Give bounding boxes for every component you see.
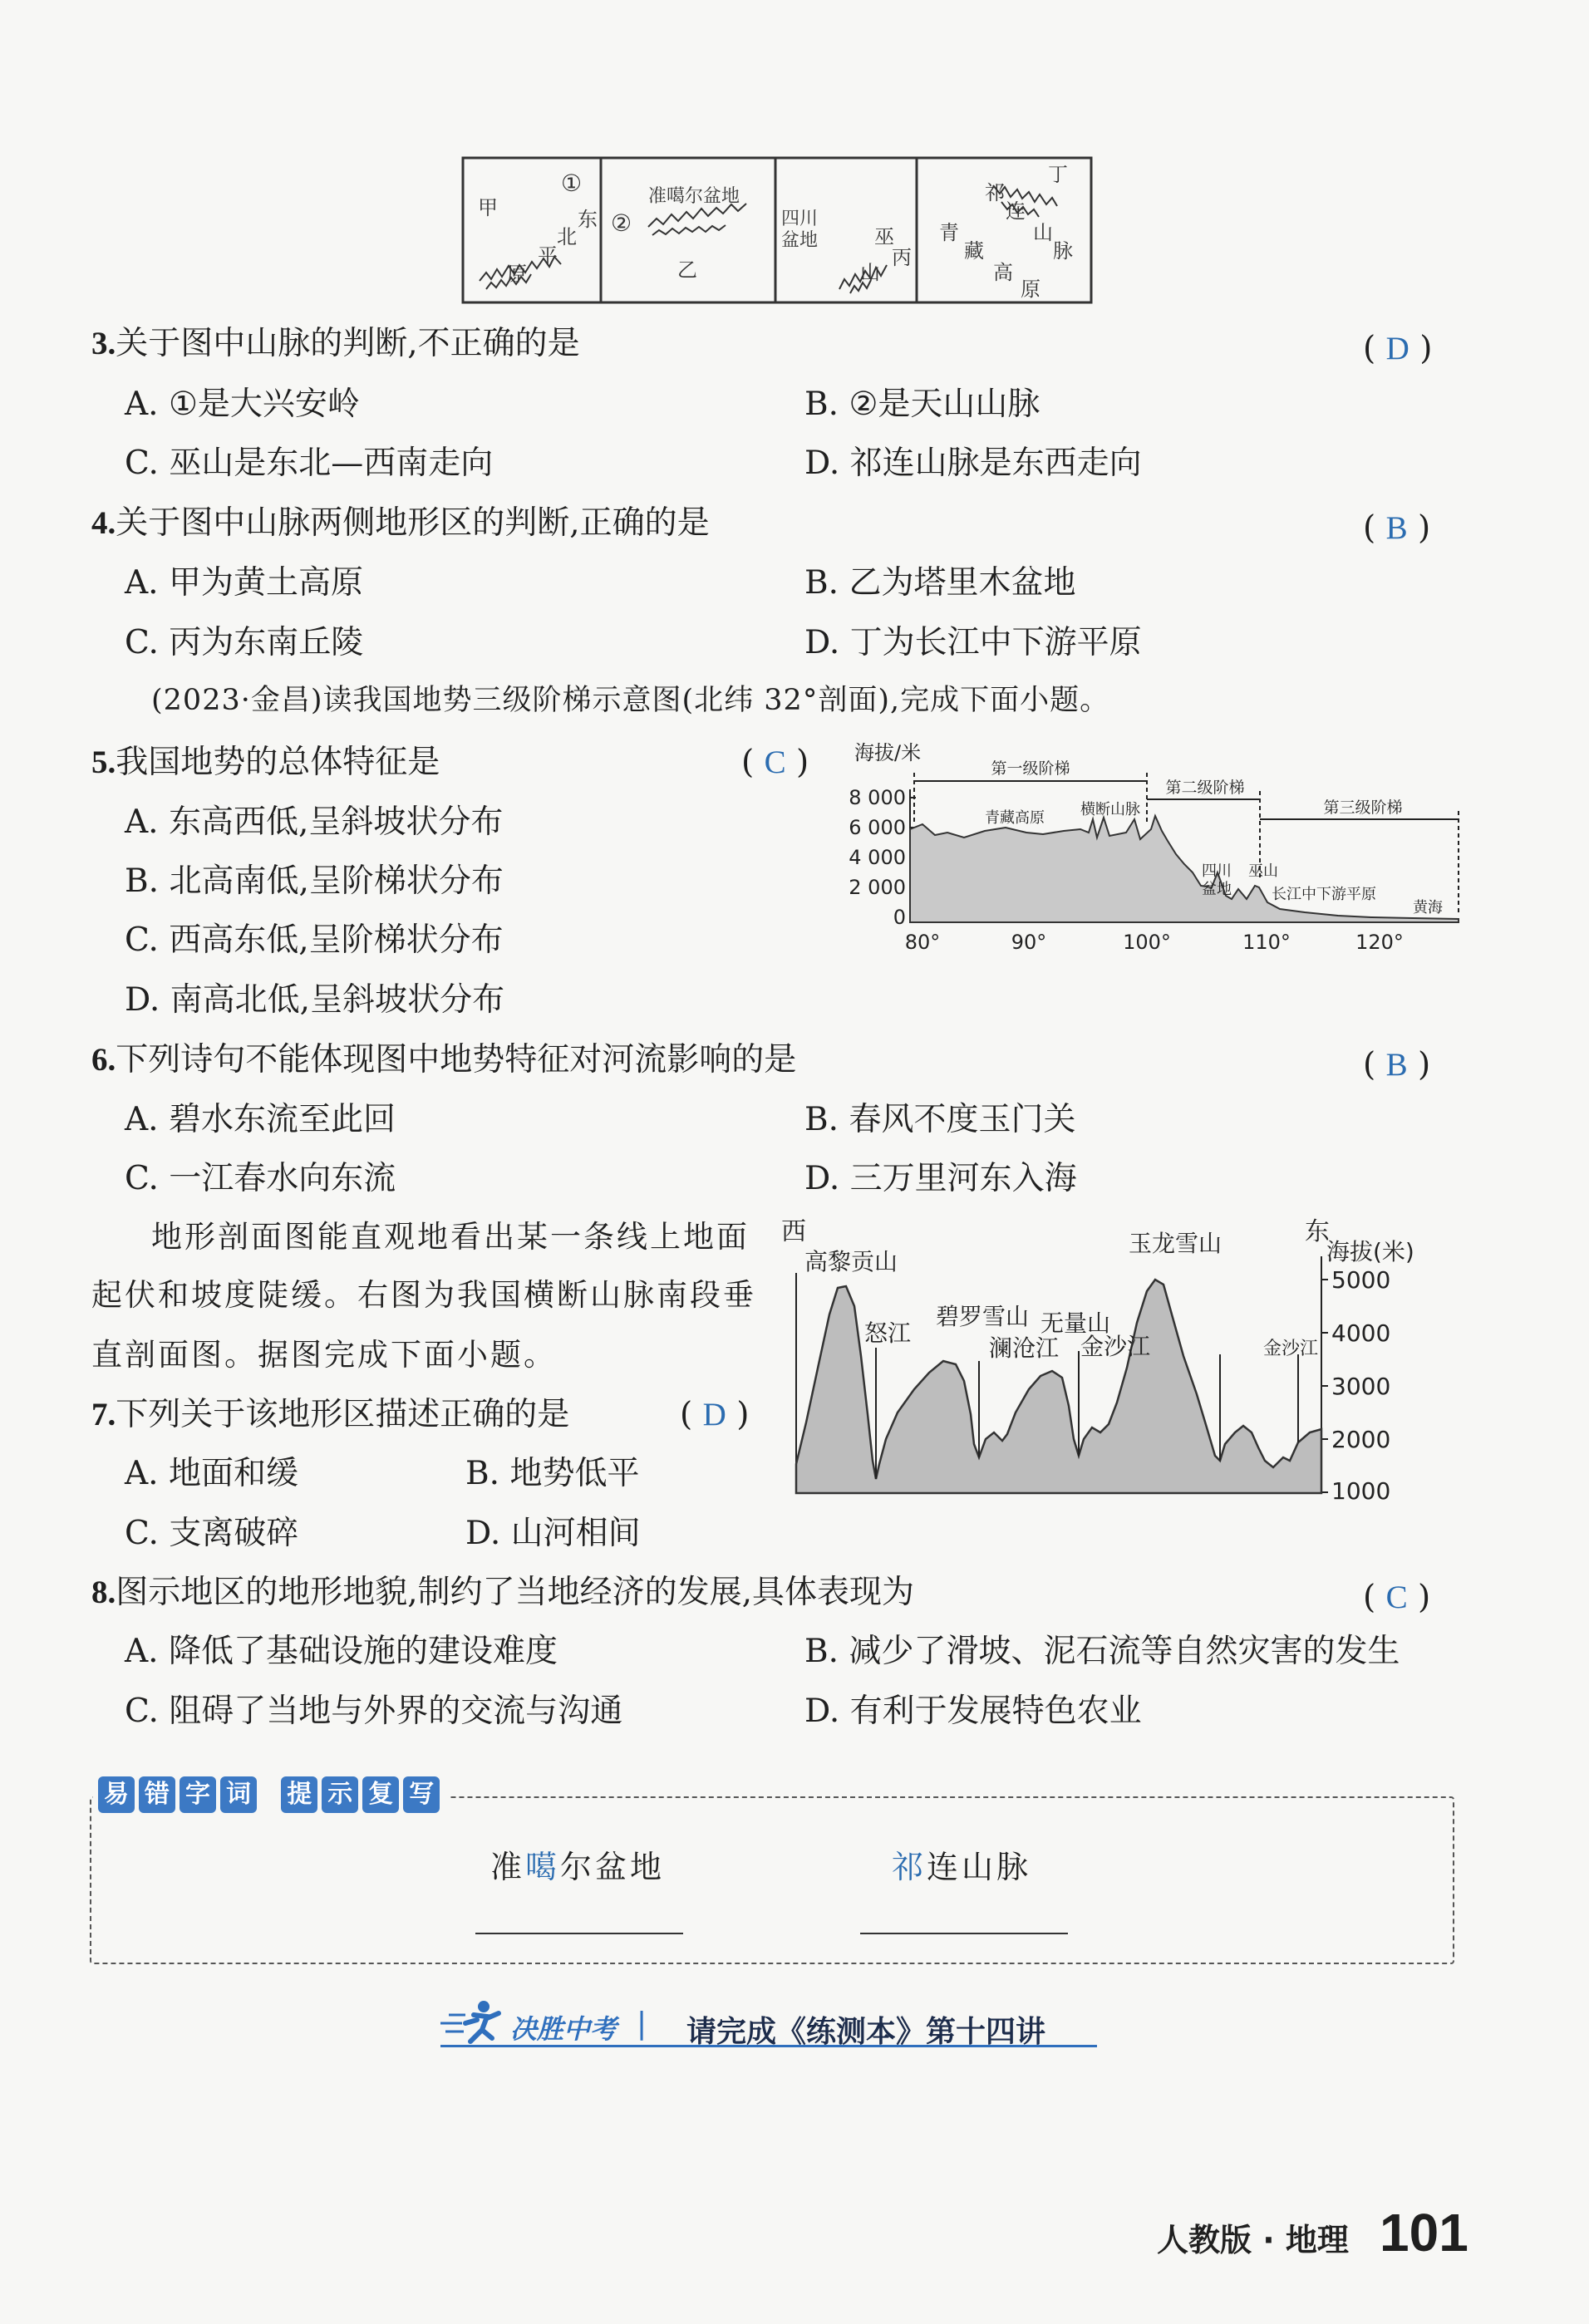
- fig3-ytick: 1000: [1331, 1477, 1391, 1505]
- question-number: 4.: [91, 505, 116, 541]
- fig2-step1: 第一级阶梯: [991, 759, 1070, 778]
- label-yuan4: 原: [1021, 278, 1040, 301]
- fig3-biluo: 碧罗雪山: [936, 1303, 1030, 1330]
- fig2-xtick: 120°: [1355, 931, 1404, 954]
- fig2-sichuan: 四川: [1202, 862, 1232, 880]
- tag-char: 错: [139, 1776, 175, 1813]
- vocab-highlight: 噶: [525, 1849, 561, 1885]
- fig2-step3: 第三级阶梯: [1323, 798, 1403, 817]
- question-number: 7.: [91, 1397, 116, 1432]
- answer-3: ( D ): [1363, 330, 1433, 367]
- answer-8: ( C ): [1363, 1579, 1431, 1616]
- vocab-blank-2[interactable]: [860, 1933, 1068, 1934]
- label-jia: 甲: [478, 196, 498, 219]
- question-4: [91, 504, 710, 542]
- question-3: [91, 327, 580, 360]
- fig2-ytick: 6 000: [849, 816, 906, 839]
- label-sichuan: 四川: [781, 209, 819, 229]
- fig2-xtick: 90°: [1011, 931, 1047, 954]
- question-text: 图示地区的地形地貌,制约了当地经济的发展,具体表现为: [116, 1574, 915, 1611]
- fig2-qinghai-tibet: 青藏高原: [985, 809, 1045, 827]
- fig3-west: 西: [781, 1217, 806, 1246]
- vocab-word-junggar: [490, 1841, 665, 1887]
- answer-7: ( D ): [680, 1396, 750, 1433]
- tag-char: 提: [281, 1776, 317, 1813]
- option-8b: B. 减少了滑坡、泥石流等自然灾害的发生: [804, 1633, 1400, 1670]
- vocab-text: 准: [490, 1849, 526, 1885]
- vocab-tags: [93, 1776, 449, 1813]
- label-dong: 东: [578, 208, 598, 231]
- tag-char: 易: [98, 1776, 135, 1813]
- vocab-text: 尔盆地: [560, 1849, 666, 1885]
- intro-q7-8-line1: 地形剖面图能直观地看出某一条线上地面: [151, 1219, 750, 1255]
- option-4c: C. 丙为东南丘陵: [125, 624, 364, 661]
- answer-6: ( B ): [1363, 1046, 1431, 1083]
- footer-banner: [440, 1998, 1097, 2048]
- question-8: [91, 1576, 914, 1609]
- tag-char: 复: [362, 1776, 399, 1813]
- label-ping: 平: [538, 244, 558, 268]
- option-6a: A. 碧水东流至此回: [125, 1101, 396, 1138]
- question-text: 关于图中山脉的判断,不正确的是: [116, 325, 580, 362]
- fig3-ylabel: 海拔(米): [1326, 1238, 1414, 1265]
- fig2-ytick: 2 000: [849, 876, 906, 899]
- label-junggar: 准噶尔盆地: [648, 186, 740, 207]
- label-yuan: 原: [507, 263, 527, 286]
- fig3-ytick: 5000: [1331, 1266, 1391, 1294]
- vocab-box: [90, 1796, 1454, 1964]
- fig2-xtick: 110°: [1242, 931, 1291, 954]
- question-text: 下列诗句不能体现图中地势特征对河流影响的是: [116, 1041, 797, 1078]
- question-text: 下列关于该地形区描述正确的是: [116, 1396, 570, 1433]
- answer-letter: C: [1385, 1580, 1408, 1615]
- banner-underline: [440, 2045, 1097, 2047]
- option-7c: C. 支离破碎: [125, 1515, 299, 1552]
- intro-q7-8-line2: 起伏和坡度陡缓。右图为我国横断山脉南段垂: [91, 1277, 756, 1313]
- fig2-ytick: 0: [893, 906, 906, 929]
- label-zang: 藏: [964, 239, 984, 263]
- question-number: 3.: [91, 326, 116, 361]
- option-8a: A. 降低了基础设施的建设难度: [125, 1633, 558, 1670]
- terrain-steps-figure: [839, 739, 1471, 964]
- label-wu: 巫: [874, 225, 894, 248]
- banner-text: 请完成《练测本》第十四讲: [686, 2015, 1046, 2049]
- label-circle2: ②: [611, 209, 632, 237]
- answer-5: ( C ): [741, 744, 809, 781]
- fig2-wushan: 巫山: [1248, 862, 1278, 880]
- edition-label: 人教版 · 地理: [1157, 2222, 1349, 2258]
- question-6: [91, 1041, 797, 1078]
- vocab-word-qilian: [892, 1841, 1031, 1887]
- option-6b: B. 春风不度玉门关: [804, 1101, 1076, 1138]
- answer-letter: C: [764, 744, 786, 780]
- label-circle1: ①: [561, 170, 583, 197]
- tag-char: 词: [220, 1776, 257, 1813]
- fig3-east: 东: [1305, 1217, 1330, 1246]
- option-3a: A. ①是大兴安岭: [125, 386, 360, 423]
- label-gao: 高: [993, 261, 1013, 284]
- fig3-ytick: 4000: [1331, 1319, 1391, 1347]
- hengduan-profile-figure: [781, 1215, 1471, 1514]
- vocab-text: 连山脉: [927, 1849, 1032, 1885]
- option-5d: D. 南高北低,呈斜坡状分布: [125, 981, 505, 1019]
- label-mai: 脉: [1053, 239, 1073, 263]
- label-yi: 乙: [677, 258, 697, 282]
- fig2-xtick: 100°: [1123, 931, 1171, 954]
- fig2-yangtze-plain: 长江中下游平原: [1272, 886, 1376, 903]
- fig2-xtick: 80°: [904, 931, 941, 954]
- fig2-step2: 第二级阶梯: [1165, 779, 1245, 797]
- intro-q7-8-line3: 直剖面图。据图完成下面小题。: [91, 1337, 557, 1373]
- option-7b: B. 地势低平: [465, 1455, 640, 1492]
- fig3-wuliang: 无量山: [1040, 1309, 1111, 1337]
- option-7d: D. 山河相间: [465, 1515, 641, 1552]
- option-5a: A. 东高西低,呈斜坡状分布: [125, 803, 504, 841]
- option-7a: A. 地面和缓: [125, 1455, 298, 1492]
- option-3d: D. 祁连山脉是东西走向: [804, 445, 1142, 482]
- question-number: 6.: [91, 1042, 116, 1078]
- option-5b: B. 北高南低,呈阶梯状分布: [125, 862, 504, 900]
- vocab-blank-1[interactable]: [475, 1933, 683, 1934]
- fig3-lancang: 澜沧江: [989, 1334, 1060, 1362]
- option-3b: B. ②是天山山脉: [804, 386, 1040, 423]
- label-qi: 祁: [985, 181, 1005, 204]
- fig3-ytick: 3000: [1331, 1373, 1391, 1400]
- banner-logo: 决胜中考: [510, 2013, 617, 2045]
- label-bing: 丙: [892, 246, 912, 269]
- fig3-jinsha1: 金沙江: [1080, 1333, 1151, 1360]
- fig2-ytick: 4 000: [849, 846, 906, 869]
- answer-letter: D: [1385, 331, 1409, 366]
- vocab-highlight: 祁: [892, 1849, 927, 1885]
- label-ding: 丁: [1048, 163, 1068, 186]
- tag-char: 示: [322, 1776, 358, 1813]
- option-4b: B. 乙为塔里木盆地: [804, 564, 1076, 602]
- answer-letter: B: [1385, 1047, 1408, 1083]
- fig3-jinsha2: 金沙江: [1263, 1339, 1319, 1359]
- fig3-yulong: 玉龙雪山: [1129, 1230, 1222, 1257]
- label-lian: 连: [1006, 199, 1026, 223]
- option-4d: D. 丁为长江中下游平原: [804, 624, 1142, 661]
- fig3-gaoligong: 高黎贡山: [804, 1248, 898, 1275]
- option-4a: A. 甲为黄土高原: [125, 564, 363, 602]
- fig2-ylabel: 海拔/米: [854, 741, 922, 764]
- option-6d: D. 三万里河东入海: [804, 1160, 1077, 1197]
- label-qing: 青: [939, 221, 959, 244]
- label-shan: 山: [860, 261, 880, 284]
- option-3c: C. 巫山是东北—西南走向: [125, 445, 494, 482]
- question-number: 8.: [91, 1575, 116, 1610]
- banner-separator: |: [637, 2007, 647, 2041]
- page-number: 101: [1380, 2203, 1468, 2263]
- fig2-hengduan: 横断山脉: [1080, 801, 1140, 818]
- option-8c: C. 阻碍了当地与外界的交流与沟通: [125, 1693, 623, 1730]
- label-bei: 北: [557, 225, 577, 248]
- question-text: 我国地势的总体特征是: [116, 744, 440, 781]
- answer-letter: B: [1385, 510, 1408, 546]
- label-pendi: 盆地: [781, 230, 819, 251]
- option-8d: D. 有利于发展特色农业: [804, 1693, 1142, 1730]
- answer-4: ( B ): [1363, 509, 1431, 547]
- tag-char: 写: [403, 1776, 440, 1813]
- fig3-ytick: 2000: [1331, 1426, 1391, 1453]
- question-5: [91, 746, 440, 779]
- intro-q5-6: (2023·金昌)读我国地势三级阶梯示意图(北纬 32°剖面),完成下面小题。: [151, 684, 1110, 717]
- option-6c: C. 一江春水向东流: [125, 1160, 396, 1197]
- question-text: 关于图中山脉两侧地形区的判断,正确的是: [116, 504, 710, 542]
- question-number: 5.: [91, 744, 116, 780]
- mountain-panels-figure: [461, 156, 1093, 304]
- fig3-nujiang: 怒江: [864, 1319, 912, 1347]
- fig2-ytick: 8 000: [849, 786, 906, 809]
- answer-letter: D: [702, 1397, 726, 1432]
- question-7: [91, 1398, 569, 1431]
- option-5c: C. 西高东低,呈阶梯状分布: [125, 921, 504, 959]
- fig2-yellow-sea: 黄海: [1413, 899, 1443, 916]
- tag-char: 字: [180, 1776, 216, 1813]
- label-shan4: 山: [1033, 221, 1053, 244]
- fig2-basin: 盆地: [1202, 881, 1232, 898]
- runner-icon: [440, 1998, 515, 2048]
